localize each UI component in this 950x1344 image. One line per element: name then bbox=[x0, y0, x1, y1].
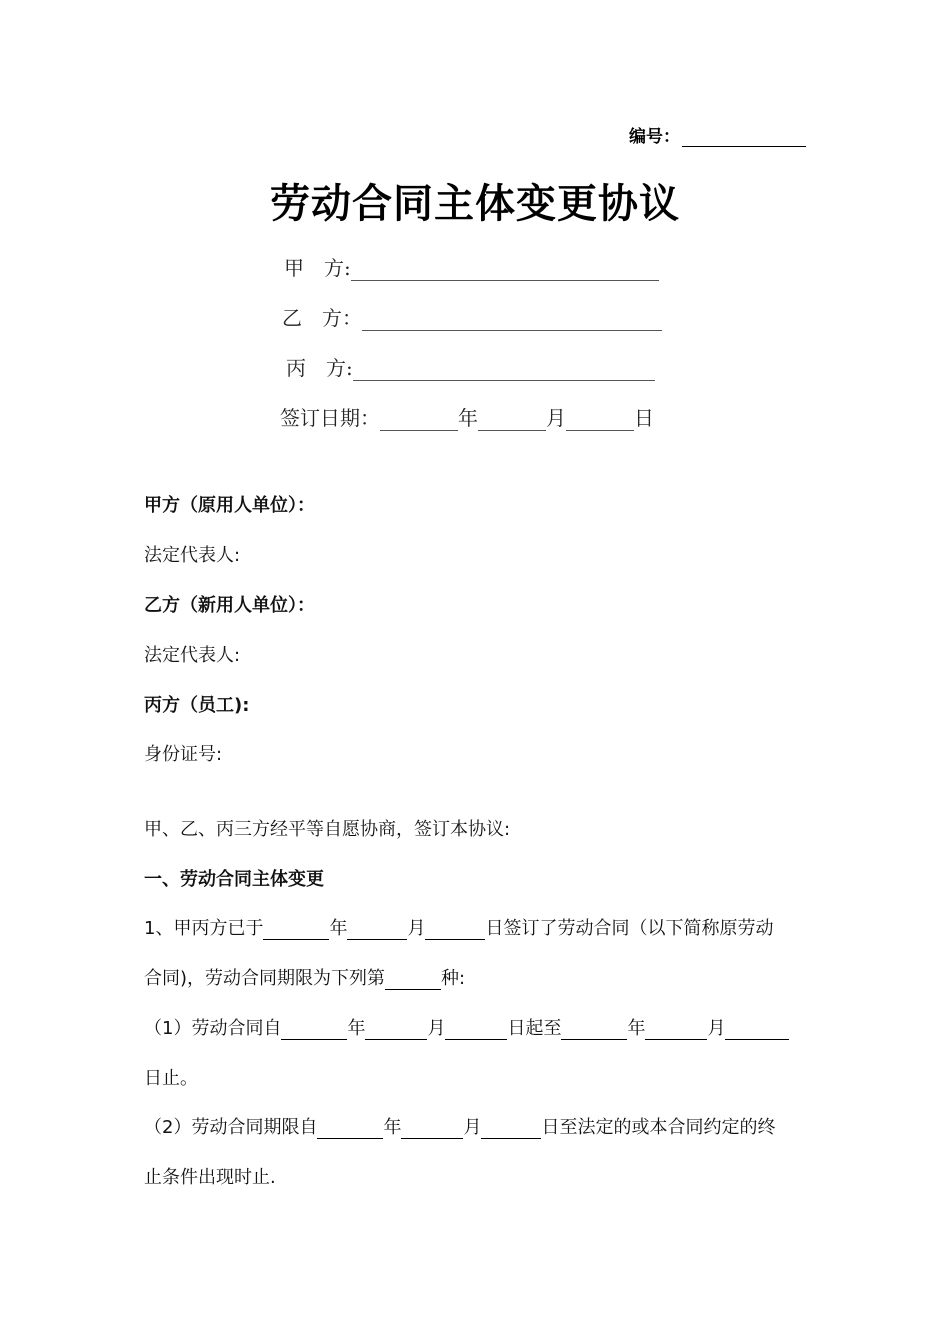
option-1-text-b: 日起至 bbox=[507, 1018, 562, 1039]
sign-year-blank[interactable] bbox=[380, 410, 458, 431]
option-1-month2-blank[interactable] bbox=[645, 1021, 707, 1040]
clause-1-type-blank[interactable] bbox=[385, 971, 441, 990]
sign-day-label: 日 bbox=[634, 406, 654, 430]
option-1-year-blank[interactable] bbox=[281, 1021, 347, 1040]
option-2-year-blank[interactable] bbox=[317, 1120, 383, 1139]
party-a-representative: 法定代表人: bbox=[144, 545, 241, 566]
option-1-year2: 年 bbox=[627, 1018, 646, 1039]
serial-blank[interactable] bbox=[682, 128, 806, 147]
option-1-line-1 bbox=[144, 1014, 789, 1040]
option-1-month-blank[interactable] bbox=[365, 1021, 427, 1040]
option-1-day-blank[interactable] bbox=[445, 1021, 507, 1040]
option-2-day-blank[interactable] bbox=[481, 1120, 541, 1139]
option-2-year: 年 bbox=[383, 1117, 402, 1138]
cover-party-c-blank[interactable] bbox=[353, 360, 655, 381]
sign-month-label: 月 bbox=[546, 406, 566, 430]
cover-party-c-label: 丙 方: bbox=[286, 356, 353, 380]
sign-day-blank[interactable] bbox=[566, 410, 634, 431]
clause-1-text-a: 1、甲丙方已于 bbox=[144, 918, 264, 939]
cover-sign-date bbox=[280, 402, 654, 431]
section-1-heading: 一、劳动合同主体变更 bbox=[144, 869, 324, 890]
clause-1-line-1 bbox=[144, 914, 773, 940]
clause-1-month: 月 bbox=[407, 918, 426, 939]
cover-party-a bbox=[284, 252, 659, 281]
option-1-month: 月 bbox=[427, 1018, 446, 1039]
party-b-representative: 法定代表人: bbox=[144, 645, 241, 666]
intro-paragraph: 甲、乙、丙三方经平等自愿协商，签订本协议: bbox=[144, 819, 511, 840]
cover-party-b-blank[interactable] bbox=[362, 310, 662, 331]
cover-party-b-label: 乙 方： bbox=[282, 306, 362, 330]
party-a-heading: 甲方（原用人单位）： bbox=[144, 495, 315, 516]
option-1-text-a: （1）劳动合同自 bbox=[144, 1018, 282, 1039]
option-1-line-2: 日止。 bbox=[144, 1068, 198, 1089]
sign-month-blank[interactable] bbox=[478, 410, 546, 431]
sign-date-label: 签订日期： bbox=[280, 406, 380, 430]
option-1-month2: 月 bbox=[707, 1018, 726, 1039]
clause-1-text-c: 合同)，劳动合同期限为下列第 bbox=[144, 968, 386, 989]
option-1-year: 年 bbox=[347, 1018, 366, 1039]
clause-1-line-2 bbox=[144, 964, 465, 990]
cover-party-b bbox=[282, 302, 662, 331]
option-1-year2-blank[interactable] bbox=[561, 1021, 627, 1040]
document-title: 劳动合同主体变更协议 bbox=[270, 181, 680, 227]
clause-1-year-blank[interactable] bbox=[263, 921, 329, 940]
clause-1-year: 年 bbox=[329, 918, 348, 939]
party-b-heading: 乙方（新用人单位）： bbox=[144, 595, 315, 616]
clause-1-text-b: 日签订了劳动合同（以下简称原劳动 bbox=[485, 918, 774, 939]
option-1-day2-blank[interactable] bbox=[725, 1021, 789, 1040]
cover-party-a-label: 甲 方: bbox=[284, 256, 351, 280]
cover-party-a-blank[interactable] bbox=[351, 260, 659, 281]
sign-year-label: 年 bbox=[458, 406, 478, 430]
option-2-line-1 bbox=[144, 1113, 775, 1139]
option-2-month-blank[interactable] bbox=[401, 1120, 463, 1139]
party-c-heading: 丙方（员工): bbox=[144, 695, 250, 716]
option-2-line-2: 止条件出现时止. bbox=[144, 1167, 276, 1188]
party-c-id-number: 身份证号: bbox=[144, 744, 223, 765]
option-2-text-b: 日至法定的或本合同约定的终 bbox=[541, 1117, 776, 1138]
option-2-text-a: （2）劳动合同期限自 bbox=[144, 1117, 318, 1138]
clause-1-month-blank[interactable] bbox=[347, 921, 407, 940]
cover-party-c bbox=[286, 352, 655, 381]
option-2-month: 月 bbox=[463, 1117, 482, 1138]
serial-label: 编号： bbox=[629, 127, 680, 147]
clause-1-text-d: 种: bbox=[441, 968, 466, 989]
serial-number bbox=[629, 122, 806, 147]
clause-1-day-blank[interactable] bbox=[425, 921, 485, 940]
